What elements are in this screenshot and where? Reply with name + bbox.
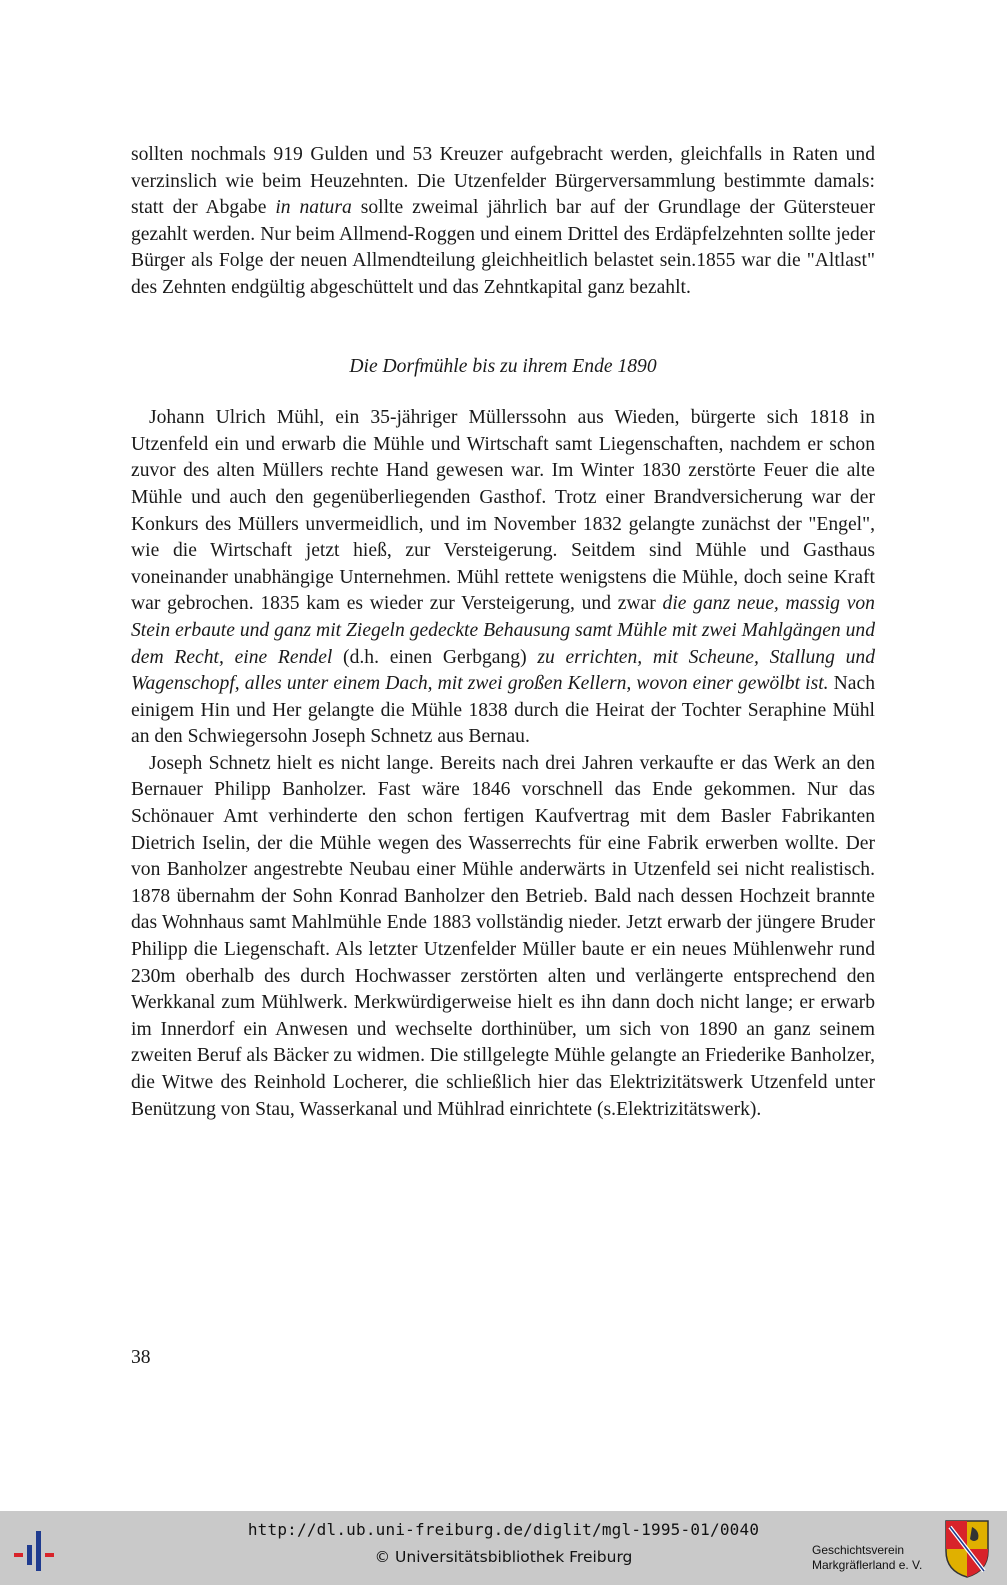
paragraph-2 xyxy=(131,405,875,751)
paragraph-1 xyxy=(131,142,875,302)
paragraph-3: Joseph Schnetz hielt es nicht lange. Bereits nach drei Jahren verkaufte er das Werk an den Bernauer Philipp Banholzer. Fast wäre 1846 vorschnell das Ende gekommen. Nur das Schönauer Amt verhinderte den schon fertigen Kaufvertrag mit dem Basler Fabrikanten Dietrich Iselin, der die Mühle wegen des Wasserrechts für eine Fabrik erwerben wollte. Der von Banholzer angestrebte Neubau einer Mühle anderwärts in Utzenfeld sei nicht realistisch. 1878 übernahm der Sohn Konrad Banholzer den Betrieb. Bald nach dessen Hochzeit brannte das Wohnhaus samt Mahlmühle Ende 1883 vollständig nieder. Jetzt erwarb der jüngere Bruder Philipp die Liegenschaft. Als letzter Utzenfelder Müller baute er ein neues Mühlenwehr rund 230m oberhalb des durch Hochwasser zerstörten alten und verlängerte entsprechend den Werkkanal zum Mühlwerk. Merkwürdigerweise hielt es ihn dann doch nicht lange; er erwarb im Innerdorf ein Anwesen und wechselte dorthinüber, um sich von 1890 an ganz seinem zweiten Beruf als Bäcker zu widmen. Die stillgelegte Mühle gelangte an Friederike Banholzer, die Witwe des Reinhold Locherer, die schließlich hier das Elektrizitätswerk Utzenfeld unter Benützung von Stau, Wasserkanal und Mühlrad einrichtete (s.Elektrizitätswerk). xyxy=(131,752,875,1120)
paragraph-2-text-c: (d.h. einen Gerbgang) xyxy=(332,646,538,668)
paragraph-1-italic: in natura xyxy=(275,197,352,219)
society-name-line-1: Geschichtsverein xyxy=(812,1543,905,1557)
page-number: 38 xyxy=(131,1347,151,1368)
copyright-notice: © Universitätsbibliothek Freiburg xyxy=(374,1548,633,1566)
paragraph-2-text-a: Johann Ulrich Mühl, ein 35-jähriger Müllerssohn aus Wieden, bürgerte sich 1818 in Utzenfeld ein und erwarb die Mühle und Wirtschaft samt Liegenschaften, nachdem er schon zuvor des alten Müllers rechte Hand gewesen war. Im Winter 1830 zerstörte Feuer die alte Mühle und auch den gegenüberliegenden Gasthof. Trotz einer Brandversicherung war der Konkurs des Müllers unvermeidlich, und im November 1832 gelangte zunächst der "Engel", wie die Wirtschaft jetzt hieß, zur Versteigerung. Seitdem sind Mühle und Gasthaus voneinander unabhängige Unternehmen. Mühl rettete wenigstens die Mühle, doch seine Kraft war gebrochen. 1835 kam es wieder zur Versteigerung, und zwar xyxy=(131,407,875,615)
society-name xyxy=(812,1543,922,1573)
footer-bar xyxy=(0,1511,1007,1585)
society-name-line-2: Markgräflerland e. V. xyxy=(812,1558,923,1572)
paragraph-2-italic-quote-a: die ganz neue, massig von Stein erbaute und ganz mit Ziegeln gedeckte Behausung samt Mühle mit zwei Mahlgängen und dem Recht, eine Rendel xyxy=(131,593,875,668)
paragraph-2-italic-quote-b: zu errichten, mit Scheune, Stallung und Wagenschopf, alles unter einem Dach, mit zwei großen Kellern, wovon einer gewölbt ist. xyxy=(131,646,875,695)
section-heading: Die Dorfmühle bis zu ihrem Ende 1890 xyxy=(349,355,657,377)
coat-of-arms-icon xyxy=(944,1519,990,1579)
paragraph-2-text-e: Nach einigem Hin und Her gelangte die Mühle 1838 durch die Heirat der Tochter Seraphine Mühl an den Schwiegersohn Joseph Schnetz aus Bernau. xyxy=(131,673,875,748)
paragraph-1-rest: sollte zweimal jährlich bar auf der Grundlage der Gütersteuer gezahlt werden. Nur beim Allmend-Roggen und einem Drittel des Erdäpfelzehnten sollte jeder Bürger als Folge der neuen Allmendteilung gleichheitlich belastet sein.1855 war die "Altlast" des Zehnten endgültig abgeschüttelt und das Zehntkapital ganz bezahlt. xyxy=(131,197,875,298)
paragraph-1-text: sollten nochmals 919 Gulden und 53 Kreuzer aufgebracht werden, gleichfalls in Raten und verzinslich wie beim Heuzehnten. Die Utzenfelder Bürgerversammlung bestimmte damals: statt der Abgabe xyxy=(131,144,875,219)
document-body xyxy=(131,142,875,1123)
source-url-link[interactable]: http://dl.ub.uni-freiburg.de/diglit/mgl-1995-01/0040 xyxy=(247,1520,760,1539)
